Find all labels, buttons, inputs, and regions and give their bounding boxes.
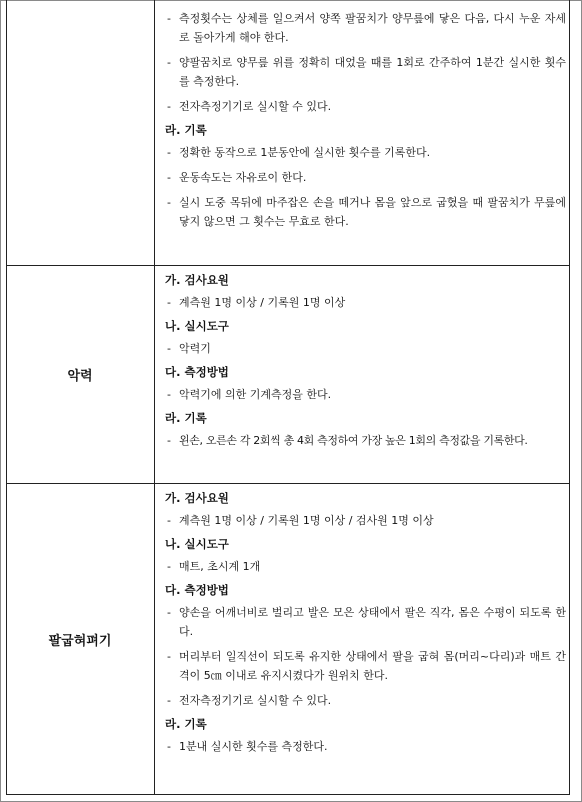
- row-content: [155, 484, 570, 794]
- list-item: - 측정횟수는 상체를 일으켜서 양쪽 팔꿈치가 양무릎에 닿은 다음, 다시 누운 자세로 돌아가게 해야 한다.: [167, 12, 566, 44]
- table-row-situp-continued: [6, 0, 570, 265]
- table-row-pushups: [6, 484, 570, 794]
- section-heading: 나. 실시도구: [165, 319, 229, 333]
- section-heading: 가. 검사요원: [165, 273, 229, 287]
- list-item: - 실시 도중 목뒤에 마주잡은 손을 떼거나 몸을 앞으로 굽혔을 때 팔꿈치가 무릎에 닿지 않으면 그 횟수는 무효로 한다.: [167, 196, 566, 228]
- list-item: - 머리부터 일직선이 되도록 유지한 상태에서 팔을 굽혀 몸(머리~다리)과 매트 간격이 5㎝ 이내로 유지시켰다가 원위치 한다.: [167, 650, 566, 682]
- list-item: - 전자측정기기로 실시할 수 있다.: [167, 100, 332, 113]
- section-heading: 다. 측정방법: [165, 365, 229, 379]
- list-item: - 매트, 초시계 1개: [167, 560, 261, 573]
- list-item: - 계측원 1명 이상 / 기록원 1명 이상: [167, 296, 346, 309]
- row-content: [155, 0, 570, 265]
- section-heading: 라. 기록: [165, 411, 207, 425]
- list-item: - 전자측정기기로 실시할 수 있다.: [167, 694, 332, 707]
- list-item: - 악력기: [167, 342, 211, 355]
- list-item: - 양손을 어깨너비로 벌리고 발은 모은 상태에서 팔은 직각, 몸은 수평이 되도록 한다.: [167, 606, 566, 638]
- list-item: - 악력기에 의한 기계측정을 한다.: [167, 388, 332, 401]
- list-item: - 양팔꿈치로 양무릎 위를 정확히 대었을 때를 1회로 간주하여 1분간 실시한 횟수를 측정한다.: [167, 56, 566, 88]
- section-heading: 나. 실시도구: [165, 537, 229, 551]
- list-item: - 1분내 실시한 횟수를 측정한다.: [167, 740, 328, 753]
- row-content: [155, 266, 570, 483]
- section-heading: 가. 검사요원: [165, 491, 229, 505]
- table-bottom-border: [6, 794, 570, 795]
- list-item: - 정확한 동작으로 1분동안에 실시한 횟수를 기록한다.: [167, 146, 431, 159]
- section-heading: 라. 기록: [165, 717, 207, 731]
- row-label: 악력: [6, 266, 155, 483]
- section-heading: 다. 측정방법: [165, 583, 229, 597]
- list-item: - 왼손, 오른손 각 2회씩 총 4회 측정하여 가장 높은 1회의 측정값을 기록한다.: [167, 434, 528, 447]
- list-item: - 계측원 1명 이상 / 기록원 1명 이상 / 검사원 1명 이상: [167, 514, 434, 527]
- row-label: [6, 0, 155, 265]
- list-item: - 운동속도는 자유로이 한다.: [167, 171, 307, 184]
- row-label: 팔굽혀펴기: [6, 484, 155, 794]
- section-heading: 라. 기록: [165, 123, 207, 137]
- table-row-grip-strength: [6, 266, 570, 483]
